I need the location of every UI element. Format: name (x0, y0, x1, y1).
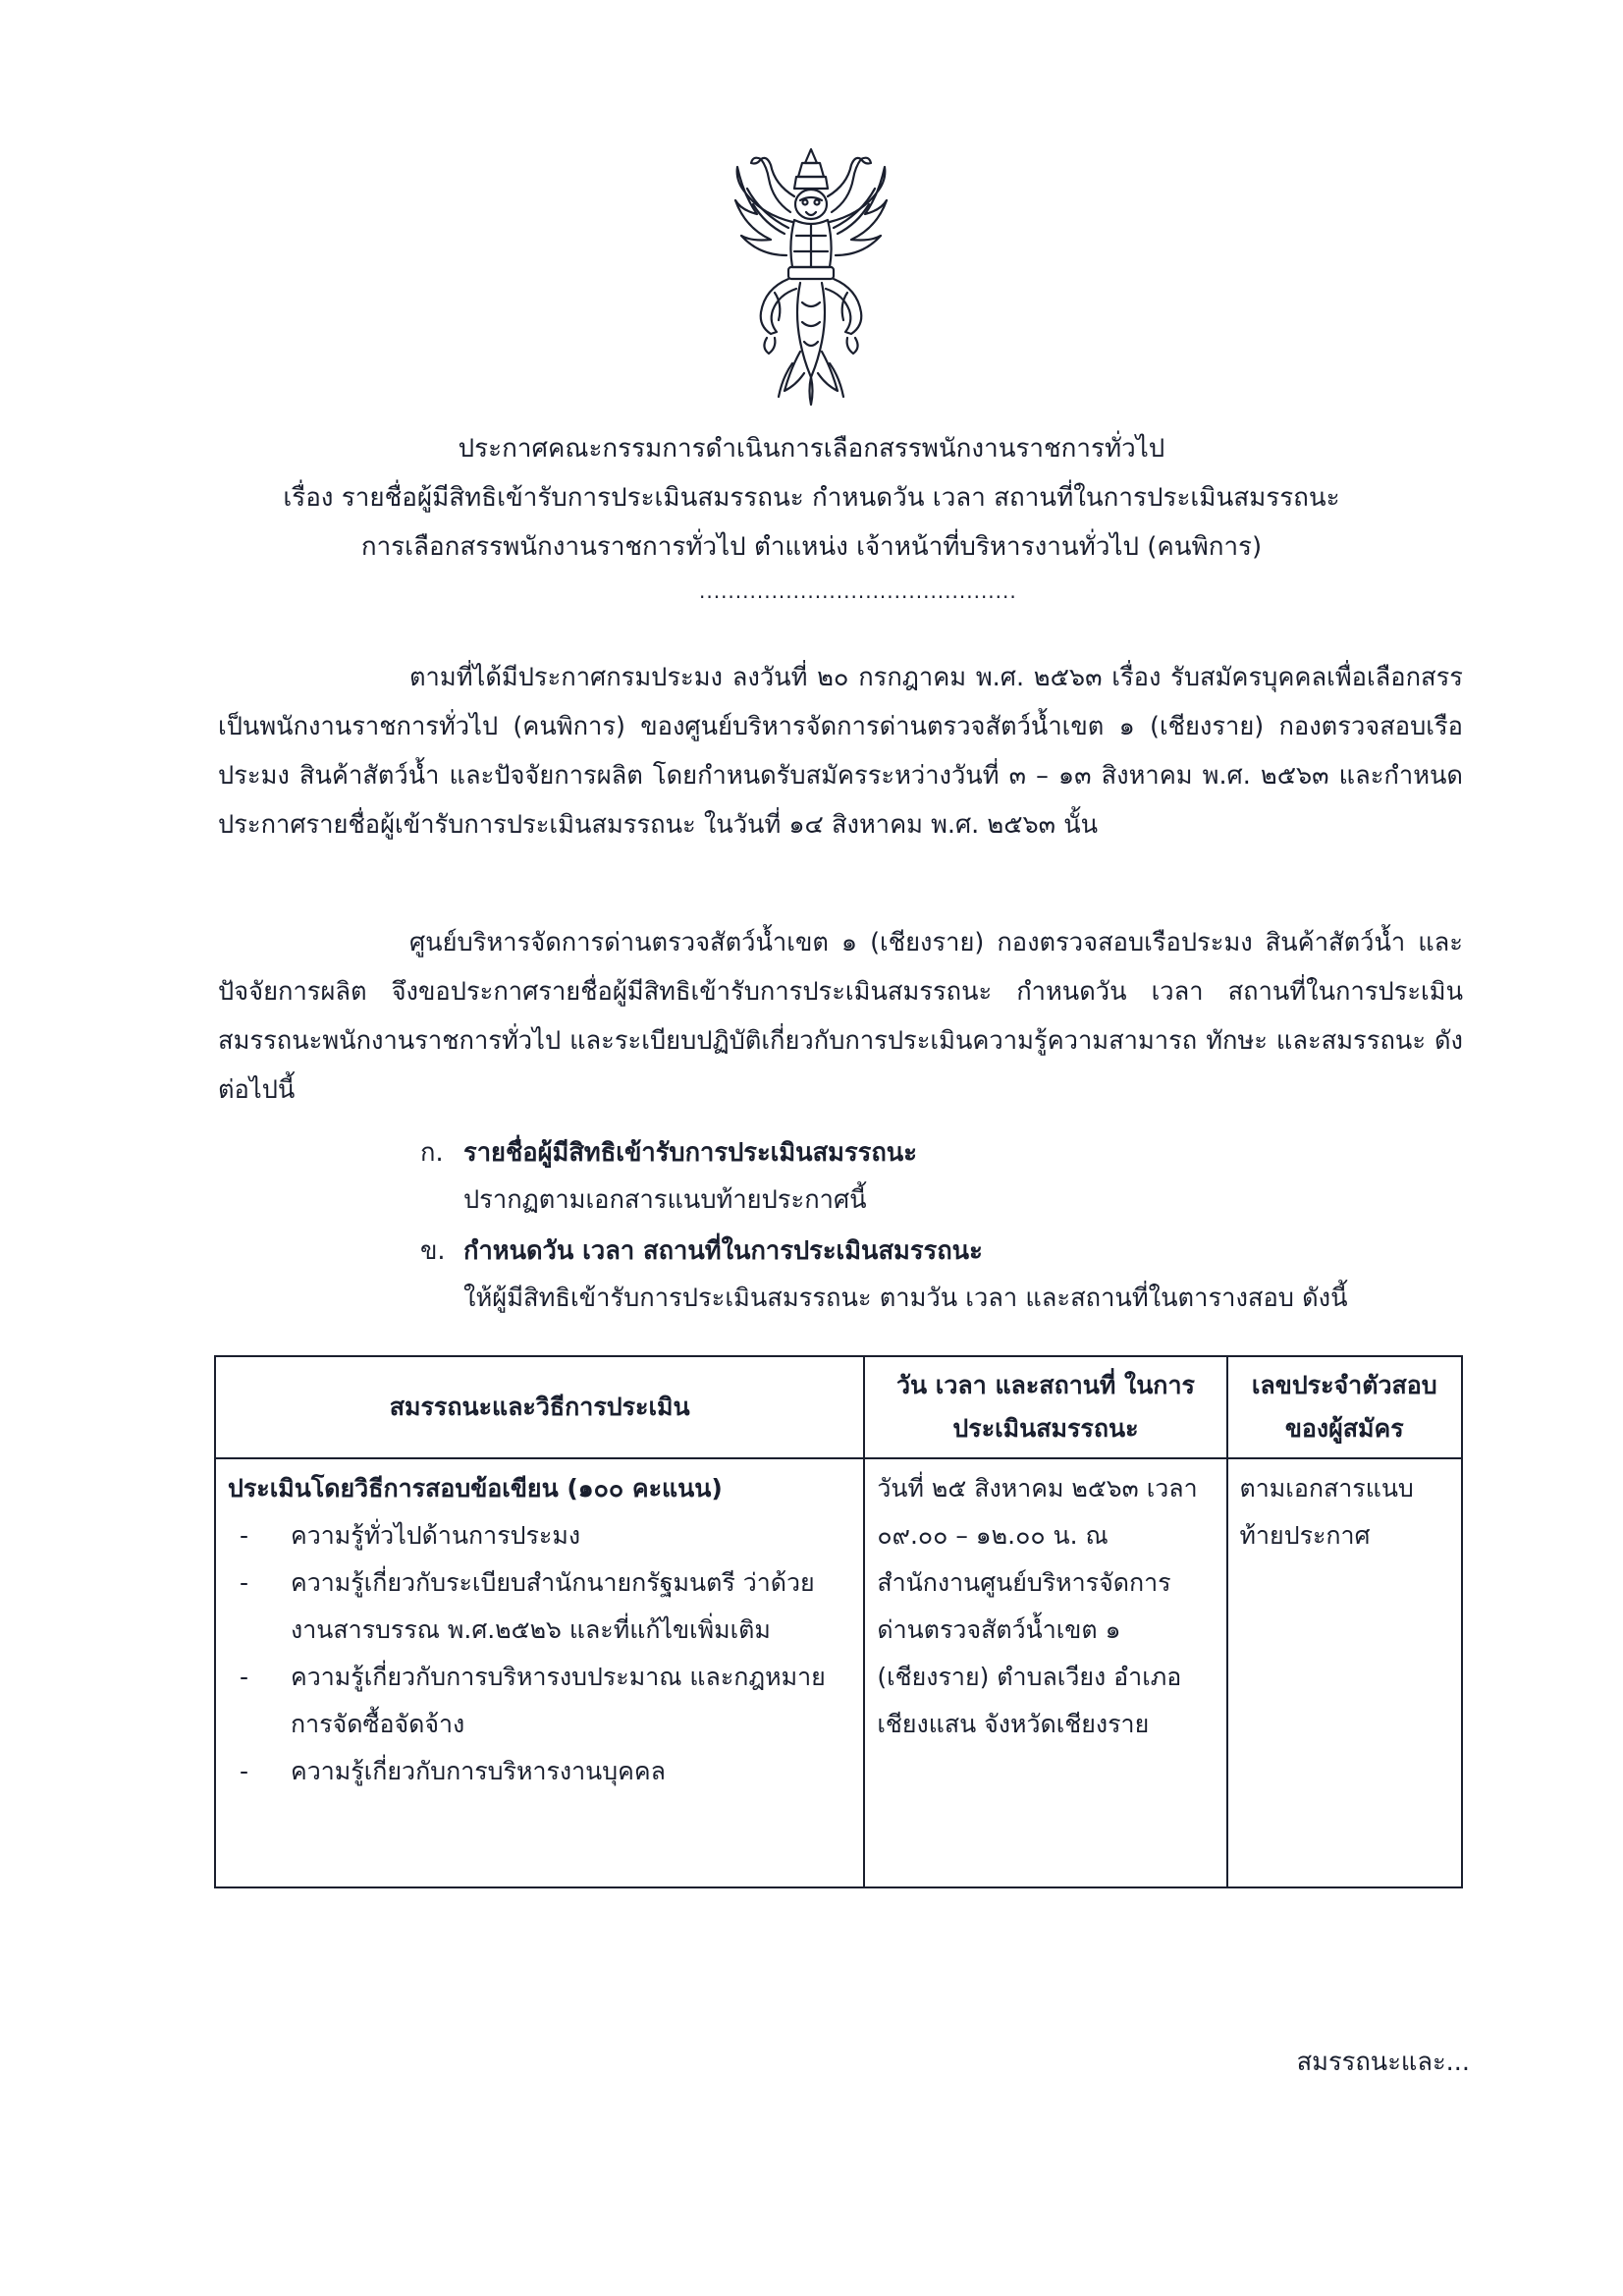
column-header-competency: สมรรถนะและวิธีการประเมิน (215, 1356, 864, 1458)
announcement-position: การเลือกสรรพนักงานราชการทั่วไป ตำแหน่ง เจ้าหน้าที่บริหารงานทั่วไป (คนพิการ) (360, 532, 1263, 562)
section-mark: ข. (420, 1236, 446, 1266)
section-item-b (420, 1228, 1348, 1322)
topic-list (228, 1512, 851, 1795)
announcement-title: ประกาศคณะกรรมการดำเนินการเลือกสรรพนักงานราชการทั่วไป (458, 434, 1165, 464)
paragraph-background-text: ตามที่ได้มีประกาศกรมประมง ลงวันที่ ๒๐ กรกฎาคม พ.ศ. ๒๕๖๓ เรื่อง รับสมัครบุคคลเพื่อเลือกสรรเป็นพนักงานราชการทั่วไป (คนพิการ) ของศูนย์บริหารจัดการด่านตรวจสัตว์น้ำเขต ๑ (เชียงราย) กองตรวจสอบเรือประมง สินค้าสัตว์น้ำ และปัจจัยการผลิต โดยกำหนดรับสมัครระหว่างวันที่ ๓ – ๑๓ สิงหาคม พ.ศ. ๒๕๖๓ และกำหนดประกาศรายชื่อผู้เข้ารับการประเมินสมรรถนะ ในวันที่ ๑๔ สิงหาคม พ.ศ. ๒๕๖๓ นั้น (218, 663, 1463, 840)
assessment-method-title: ประเมินโดยวิธีการสอบข้อเขียน (๑๐๐ คะแนน) (228, 1474, 723, 1503)
column-header-schedule: วัน เวลา และสถานที่ ในการประเมินสมรรถนะ (864, 1356, 1226, 1458)
exam-id-text: ตามเอกสารแนบท้ายประกาศ (1239, 1474, 1414, 1550)
garuda-emblem-icon (731, 145, 891, 409)
column-header-exam-id: เลขประจำตัวสอบ ของผู้สมัคร (1227, 1356, 1462, 1458)
section-detail: ปรากฏตามเอกสารแนบท้ายประกาศนี้ (463, 1185, 867, 1215)
continuation-text: สมรรถนะและ... (1296, 2048, 1470, 2077)
section-detail: ให้ผู้มีสิทธิเข้ารับการประเมินสมรรถนะ ตามวัน เวลา และสถานที่ในตารางสอบ ดังนี้ (463, 1284, 1348, 1313)
paragraph-announcement (218, 918, 1463, 1115)
schedule-text: วันที่ ๒๕ สิงหาคม ๒๕๖๓ เวลา ๐๙.๐๐ – ๑๒.๐๐ น. ณ สำนักงานศูนย์บริหารจัดการด่านตรวจสัตว์น้ำเขต ๑ (เชียงราย) ตำบลเวียง อำเภอเชียงแสน จังหวัดเชียงราย (877, 1474, 1198, 1738)
list-item: - ความรู้เกี่ยวกับการบริหารงบประมาณ และกฎหมายการจัดซื้อจัดจ้าง (228, 1654, 851, 1748)
table-header-row (215, 1356, 1462, 1458)
section-item-a (420, 1129, 917, 1224)
announcement-subject: เรื่อง รายชื่อผู้มีสิทธิเข้ารับการประเมินสมรรถนะ กำหนดวัน เวลา สถานที่ในการประเมินสมรรถนะ (283, 483, 1340, 513)
dotted-divider: ............................................ (699, 579, 1017, 603)
section-heading: กำหนดวัน เวลา สถานที่ในการประเมินสมรรถนะ (463, 1236, 983, 1266)
section-heading: รายชื่อผู้มีสิทธิเข้ารับการประเมินสมรรถนะ (463, 1138, 917, 1168)
table-row (215, 1458, 1462, 1887)
list-item: - ความรู้ทั่วไปด้านการประมง (228, 1512, 851, 1559)
paragraph-announcement-text: ศูนย์บริหารจัดการด่านตรวจสัตว์น้ำเขต ๑ (เชียงราย) กองตรวจสอบเรือประมง สินค้าสัตว์น้ำ และปัจจัยการผลิต จึงขอประกาศรายชื่อผู้มีสิทธิเข้ารับการประเมินสมรรถนะ กำหนดวัน เวลา สถานที่ในการประเมินสมรรถนะพนักงานราชการทั่วไป และระเบียบปฏิบัติเกี่ยวกับการประเมินความรู้ความสามารถ ทักษะ และสมรรถนะ ดังต่อไปนี้ (218, 928, 1463, 1105)
section-mark: ก. (420, 1138, 444, 1168)
list-item: - ความรู้เกี่ยวกับการบริหารงานบุคคล (228, 1748, 851, 1795)
exam-schedule-table (214, 1355, 1463, 1888)
schedule-cell (864, 1458, 1226, 1887)
exam-id-cell (1227, 1458, 1462, 1887)
competency-cell (215, 1458, 864, 1887)
list-item: - ความรู้เกี่ยวกับระเบียบสำนักนายกรัฐมนตรี ว่าด้วยงานสารบรรณ พ.ศ.๒๕๒๖ และที่แก้ไขเพิ่มเติม (228, 1559, 851, 1654)
paragraph-background (218, 653, 1463, 849)
